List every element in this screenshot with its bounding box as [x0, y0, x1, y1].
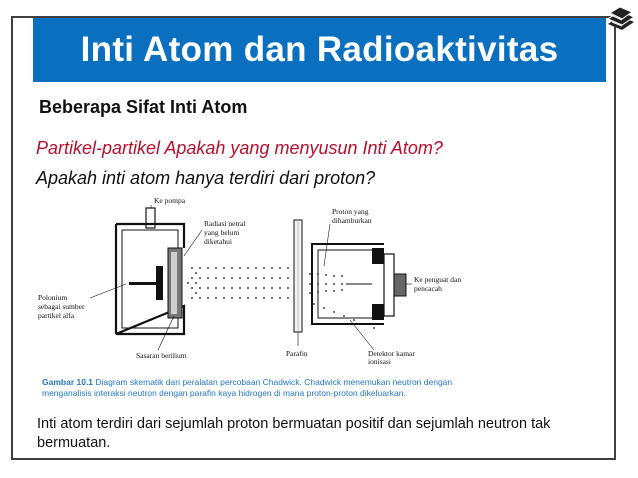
polonium-source — [156, 266, 163, 300]
label-proton-1: Proton yang — [332, 207, 369, 216]
question-protons-only: Apakah inti atom hanya terdiri dari proton? — [36, 168, 376, 188]
chadwick-apparatus-diagram — [34, 196, 480, 364]
stacked-books-logo-icon — [604, 2, 636, 34]
label-detector-1: Detektor kamar — [368, 349, 415, 358]
label-radiation-1: Radiasi netral — [204, 219, 246, 228]
label-polonium-1: Polonium — [38, 293, 68, 302]
label-polonium-3: partikel alfa — [38, 311, 75, 320]
label-polonium-2: sebagai sumber — [38, 302, 85, 311]
label-amplifier-1: Ke penguat dan — [414, 275, 462, 284]
label-pump: Ke pompa — [154, 196, 186, 205]
label-paraffin: Parafin — [286, 349, 308, 358]
label-amplifier-2: pencacah — [414, 284, 442, 293]
conclusion-text: Inti atom terdiri dari sejumlah proton bermuatan positif dan sejumlah neutron tak bermuatan. — [37, 416, 551, 451]
label-detector-2: ionisasi — [368, 357, 391, 364]
slide-title: Inti Atom dan Radioaktivitas — [33, 18, 606, 82]
signal-connector — [394, 274, 406, 296]
polonium-rod — [129, 282, 157, 285]
neutral-radiation-dots — [187, 267, 289, 299]
figure-caption — [42, 377, 482, 399]
question-particles: Partikel-partikel Apakah yang menyusun Inti Atom? — [36, 138, 443, 158]
chamber-insulator-bottom — [372, 304, 384, 320]
scattered-proton-dots — [309, 273, 375, 329]
section-subtitle: Beberapa Sifat Inti Atom — [39, 97, 248, 117]
label-radiation-2: yang belum — [204, 228, 240, 237]
figure-caption-text: Diagram skematik dari peralatan percobaan Chadwick. Chadwick menemukan neutron dengan menganalisis interaksi neutron dengan parafin kaya hidrogen di mana proton-proton dikeluarkan. — [42, 377, 453, 398]
label-radiation-3: diketahui — [204, 237, 232, 246]
label-beryllium: Sasaran berilium — [136, 351, 187, 360]
label-proton-2: dihamburkan — [332, 216, 372, 225]
figure-caption-label: Gambar 10.1 — [42, 377, 94, 387]
beryllium-target-highlight — [171, 252, 177, 314]
chamber-insulator-top — [372, 248, 384, 264]
